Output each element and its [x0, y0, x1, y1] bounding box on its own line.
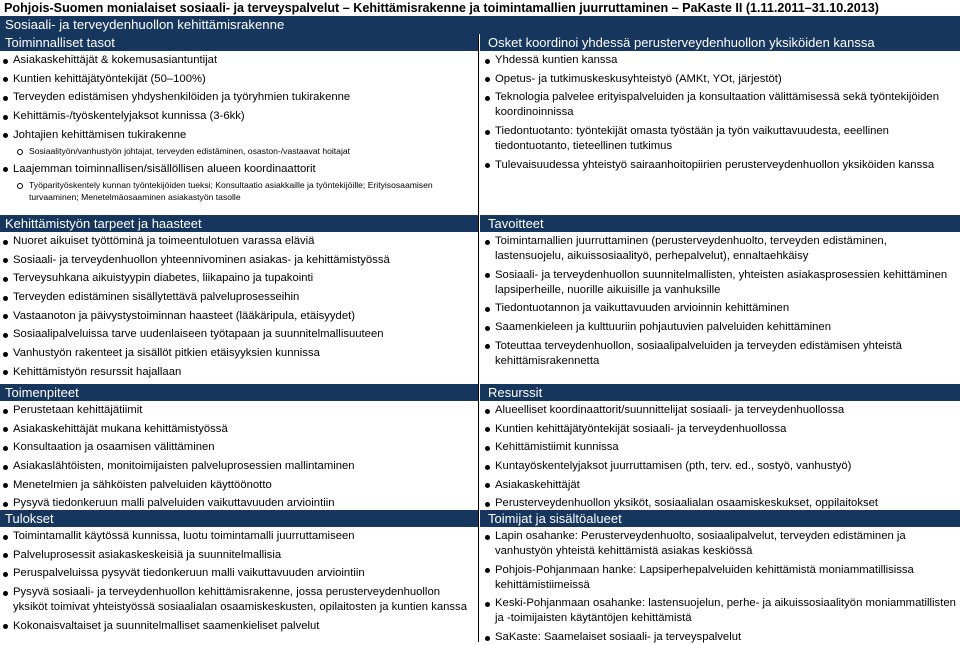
list-item: [480, 53, 960, 68]
list-item-text: Perusterveydenhuollon yksiköt, sosiaalialan osaamiskeskukset, oppilaitokset: [495, 497, 879, 510]
list-item-text: Teknologia palvelee erityispalveluiden ja konsultaation välittämisessä sekä työntekijöiden koordinoinnissa: [495, 91, 939, 119]
bullet-icon: [3, 258, 8, 263]
list-item: [0, 496, 478, 511]
list-item-text: Tiedontuotannon ja vaikuttavuuden arvioinnin kehittäminen: [495, 302, 790, 315]
list-item-text: Tulevaisuudessa yhteistyö sairaanhoitopiirien perusterveydenhuollon yksiköiden kanssa: [495, 158, 935, 171]
list-item-text: Sosiaali- ja terveydenhuollon suunnitelmallisten, yhteisten asiakasprosessien kehittäminen lapsiperheille, nuorille aikuisille ja vanhuksille: [495, 268, 948, 296]
section-toimijat: [480, 527, 960, 645]
bullet-icon: [3, 96, 8, 101]
circle-bullet-icon: [17, 149, 23, 155]
bullet-icon: [485, 535, 490, 540]
list-item-text: Keski-Pohjanmaan osahanke: lastensuojelun, perhe- ja aikuissosiaalityön moniammatillisten ja -toimijaisten käytäntöjen kehittämistä: [495, 597, 956, 625]
list-item-text: Vastaanoton ja päivystystoiminnan haasteet (lääkäripula, etäisyydet): [13, 309, 356, 322]
list-item: [480, 320, 960, 335]
bullet-icon: [3, 572, 8, 577]
list-item: [0, 234, 478, 249]
list-item-text: Sosiaalipalveluissa tarve uudenlaiseen työtapaan ja suunnitelmallisuuteen: [13, 328, 384, 341]
list-item-text: Opetus- ja tutkimuskeskusyhteistyö (AMKt, YOt, järjestöt): [495, 72, 782, 85]
bullet-icon: [485, 59, 490, 64]
list-item: [480, 403, 960, 418]
bullet-icon: [3, 77, 8, 82]
bullet-icon: [485, 427, 490, 432]
list-item: [480, 158, 960, 173]
list-item: [480, 72, 960, 87]
bullet-icon: [485, 409, 490, 414]
list-item: [0, 109, 478, 124]
list-item-text: Terveyden edistäminen sisällytettävä palveluprosesseihin: [13, 291, 300, 304]
list-item-text: Toteuttaa terveydenhuollon, sosiaalipalveluiden ja terveyden edistämisen yhteistä kehittämisrakennetta: [495, 339, 902, 367]
list-item-text: Sosiaali- ja terveydenhuollon yhteennivominen asiakas- ja kehittämistyössä: [13, 253, 390, 266]
sub-list-item-text: Työparityöskentely kunnan työntekijöiden tueksi; Konsultaatio asiakkaille ja työntekijöille; Erityisosaamisen turvaaminen; Menetelmäosaaminen asiakastyön tasolle: [29, 180, 433, 202]
list-item-text: Lapin osahanke: Perusterveydenhuolto, sosiaalipalvelut, terveyden edistäminen ja vanhustyön yhteistä kehittämistä asiakas keskiössä: [495, 530, 906, 557]
bullet-icon: [3, 427, 8, 432]
list-item: [0, 309, 478, 324]
list-item: [480, 630, 960, 645]
section-heading-kehittamistyon-tarpeet: Kehittämistyön tarpeet ja haasteet: [0, 215, 478, 232]
list-item-text: Peruspalveluissa pysyvät tiedonkeruun malli vaikuttavuuden arviointiin: [13, 567, 365, 580]
list-item: [0, 459, 478, 474]
bullet-icon: [485, 326, 490, 331]
list-item-text: Pysyvä tiedonkeruun malli palveluiden vaikuttavuuden arviointiin: [13, 497, 335, 510]
bullet-icon: [485, 344, 490, 349]
bullet-icon: [3, 277, 8, 282]
list-item-text: Kuntien kehittäjätyöntekijät sosiaali- ja terveydenhuollossa: [495, 422, 787, 435]
section-tulokset: [0, 527, 478, 634]
bullet-icon: [485, 240, 490, 245]
list-item-text: Palveluprosessit asiakaskeskeisiä ja suunnitelmallisia: [13, 548, 282, 561]
section-heading-koordinointi: Osket koordinoi yhdessä perusterveydenhuollon yksiköiden kanssa: [480, 34, 960, 51]
bullet-icon: [3, 314, 8, 319]
list-item-text: Alueelliset koordinaattorit/suunnittelijat sosiaali- ja terveydenhuollossa: [495, 404, 845, 416]
bullet-icon: [3, 333, 8, 338]
list-item: [480, 529, 960, 559]
band-title: Sosiaali- ja terveydenhuollon kehittämisrakenne: [0, 16, 960, 34]
bullet-icon: [3, 352, 8, 357]
list-item: [0, 619, 478, 634]
bullet-icon: [3, 409, 8, 414]
bullet-icon: [3, 167, 8, 172]
list-item-text: Konsultaation ja osaamisen välittäminen: [13, 441, 215, 454]
bullet-icon: [485, 130, 490, 135]
list-item-text: Pysyvä sosiaali- ja terveydenhuollon kehittämisrakenne, jossa perusterveydenhuollon yksiköt toimivat yhteistyössä sosiaalialan osaamiskeskusten, opilaitosten ja kuntien kanssa: [13, 586, 467, 614]
list-item: [0, 365, 478, 380]
list-item-text: Toimintamallit käytössä kunnissa, luotu toimintamalli juurruttamiseen: [13, 530, 355, 542]
list-item-text: Nuoret aikuiset työttöminä ja toimeentulotuen varassa eläviä: [13, 235, 315, 247]
list-item: [0, 162, 478, 177]
section-heading-toimenpiteet: Toimenpiteet: [0, 384, 478, 401]
list-item: [480, 440, 960, 455]
bullet-icon: [3, 465, 8, 470]
list-item: [0, 290, 478, 305]
list-item: [0, 566, 478, 581]
list-item-text: Asiakaskehittäjät mukana kehittämistyössä: [13, 422, 228, 435]
list-item: [480, 596, 960, 626]
list-item: [0, 440, 478, 455]
bullet-icon: [485, 96, 490, 101]
list-item: [0, 478, 478, 493]
bullet-icon: [3, 553, 8, 558]
list-item: [0, 403, 478, 418]
list-item: [480, 478, 960, 493]
sub-list-item: [0, 180, 478, 203]
list-item: [0, 271, 478, 286]
list-item-text: Asiakaslähtöisten, monitoimijaisten palveluprosessien mallintaminen: [13, 460, 355, 473]
bullet-icon: [3, 115, 8, 120]
bullet-icon: [485, 636, 490, 641]
list-item-text: Kuntayöskentelyjaksot juurruttamisen (pth, terv. ed., sostyö, vanhustyö): [495, 460, 852, 473]
list-item-text: Pohjois-Pohjanmaan hanke: Lapsiperhepalveluiden kehittämistä moniammatillisissa kehittämistiimeissä: [495, 563, 914, 591]
list-item-text: Toimintamallien juurruttaminen (perusterveydenhuolto, terveyden edistäminen, lastensuojelu, aikuissosiaalityö, perhepalvelut), ennaltaehkäisy: [495, 235, 887, 262]
bullet-icon: [485, 307, 490, 312]
list-item: [0, 585, 478, 615]
list-item: [0, 53, 478, 68]
section-heading-resurssit: Resurssit: [480, 384, 960, 401]
list-item-text: SaKaste: Saamelaiset sosiaali- ja terveyspalvelut: [495, 631, 742, 644]
page-title: Pohjois-Suomen monialaiset sosiaali- ja terveyspalvelut – Kehittämisrakenne ja toimintamallien juurruttaminen – PaKaste II (1.11.2011–31.10.2013): [4, 1, 879, 15]
bullet-icon: [485, 568, 490, 573]
bullet-icon: [485, 465, 490, 470]
bullet-icon: [485, 273, 490, 278]
section-heading-tavoitteet: Tavoitteet: [480, 215, 960, 232]
list-item: [480, 90, 960, 120]
list-item-text: Terveysuhkana aikuistyypin diabetes, liikapaino ja tupakointi: [13, 272, 314, 285]
bullet-icon: [3, 483, 8, 488]
bullet-icon: [3, 240, 8, 245]
list-item-text: Terveyden edistämisen yhdyshenkilöiden ja työryhmien tukirakenne: [13, 91, 351, 104]
list-item: [0, 72, 478, 87]
list-item-text: Laajemman toiminnallisen/sisällöllisen alueen koordinaattorit: [13, 162, 316, 175]
section-kehittamistyon-tarpeet: [0, 232, 478, 384]
left-column: [0, 34, 479, 642]
list-item: [480, 301, 960, 316]
list-item: [0, 253, 478, 268]
list-item: [480, 422, 960, 437]
list-item-text: Asiakaskehittäjät: [495, 478, 580, 491]
list-item-text: Asiakaskehittäjät & kokemusasiantuntijat: [13, 54, 218, 66]
right-column: [480, 34, 960, 642]
bullet-icon: [485, 483, 490, 488]
bullet-icon: [3, 624, 8, 629]
bullet-icon: [485, 502, 490, 507]
list-item: [0, 90, 478, 105]
bullet-icon: [485, 77, 490, 82]
list-item: [480, 496, 960, 511]
bullet-icon: [3, 446, 8, 451]
section-toimenpiteet: [0, 401, 478, 510]
list-item: [0, 548, 478, 563]
bullet-icon: [485, 446, 490, 451]
bullet-icon: [485, 602, 490, 607]
section-toiminnalliset-tasot: [0, 51, 478, 215]
list-item-text: Saamenkieleen ja kulttuuriin pohjautuvien palveluiden kehittäminen: [495, 321, 831, 334]
list-item-text: Kuntien kehittäjätyöntekijät (50–100%): [13, 72, 206, 85]
bullet-icon: [3, 502, 8, 507]
list-item-text: Tiedontuotanto: työntekijät omasta työstään ja työn vaikuttavuudesta, eeellinen tiedontuotanto, tieteellinen tutkimus: [495, 125, 889, 153]
circle-bullet-icon: [17, 183, 23, 189]
list-item-text: Kokonaisvaltaiset ja suunnitelmalliset saamenkieliset palvelut: [13, 619, 320, 632]
list-item-text: Yhdessä kuntien kanssa: [495, 54, 618, 66]
sub-list-item: [0, 146, 478, 158]
bullet-icon: [3, 370, 8, 375]
bullet-icon: [3, 59, 8, 64]
list-item: [480, 234, 960, 264]
section-koordinointi: [480, 51, 960, 215]
list-item: [0, 422, 478, 437]
list-item-text: Johtajien kehittämisen tukirakenne: [13, 128, 187, 141]
list-item: [480, 339, 960, 369]
list-item: [480, 124, 960, 154]
list-item-text: Perustetaan kehittäjätiimit: [13, 404, 143, 416]
bullet-icon: [3, 591, 8, 596]
list-item: [0, 346, 478, 361]
list-item: [480, 268, 960, 298]
list-item-text: Menetelmien ja sähköisten palveluiden käyttöönotto: [13, 478, 272, 491]
list-item-text: Vanhustyön rakenteet ja sisällöt pitkien etäisyyksien kunnissa: [13, 347, 320, 360]
list-item: [480, 563, 960, 593]
section-heading-toiminnalliset-tasot: Toiminnalliset tasot: [0, 34, 478, 51]
section-resurssit: [480, 401, 960, 510]
bullet-icon: [485, 163, 490, 168]
list-item-text: Kehittämistiimit kunnissa: [495, 441, 619, 454]
list-item-text: Kehittämis-/työskentelyjaksot kunnissa (3-6kk): [13, 110, 245, 123]
section-heading-toimijat: Toimijat ja sisältöalueet: [480, 510, 960, 527]
list-item: [480, 459, 960, 474]
sub-list-item-text: Sosiaalityön/vanhustyön johtajat, terveyden edistäminen, osaston-/vastaavat hoitajat: [29, 146, 351, 157]
list-item: [0, 327, 478, 342]
list-item-text: Kehittämistyön resurssit hajallaan: [13, 365, 182, 378]
list-item: [0, 128, 478, 143]
section-heading-tulokset: Tulokset: [0, 510, 478, 527]
bullet-icon: [3, 535, 8, 540]
list-item: [0, 529, 478, 544]
bullet-icon: [3, 296, 8, 301]
bullet-icon: [3, 133, 8, 138]
section-tavoitteet: [480, 232, 960, 384]
